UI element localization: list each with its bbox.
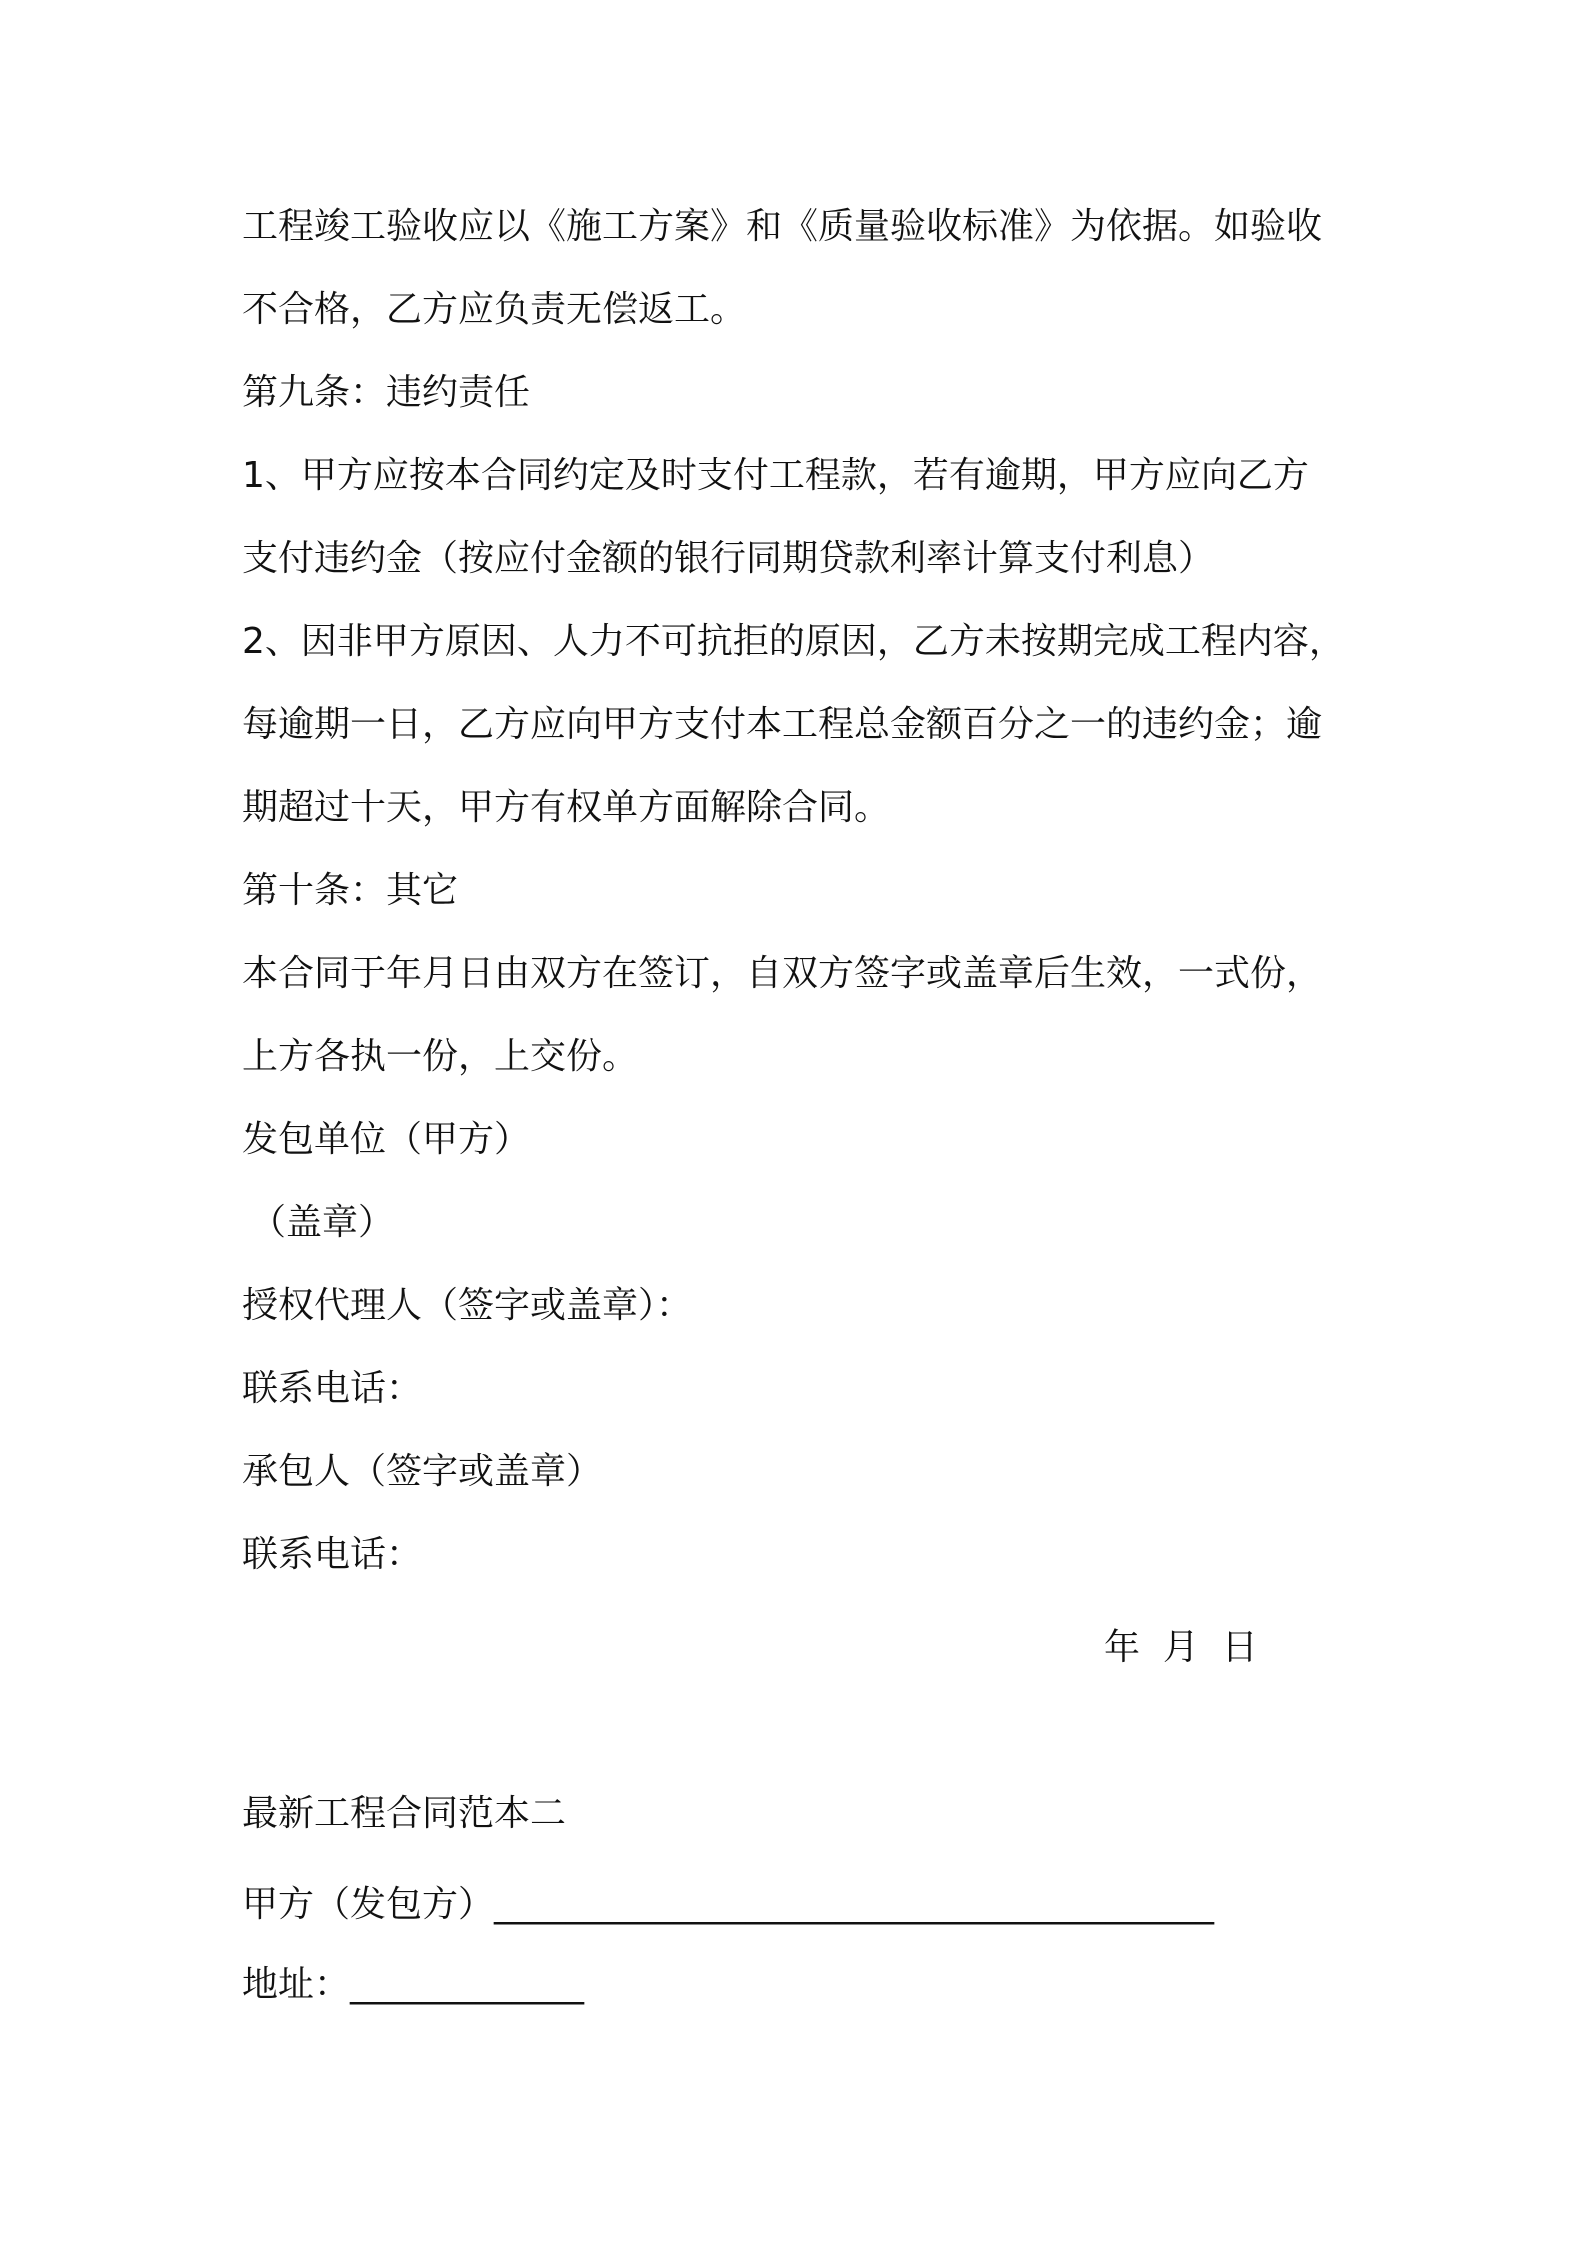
seal-label: （盖章） (250, 1202, 395, 1243)
clause-2-line-2: 每逾期一日，乙方应向甲方支付本工程总金额百分之一的违约金；逾 (242, 704, 1323, 745)
effective-line-2: 上方各执一份，上交份。 (242, 1036, 639, 1077)
effective-line-1: 本合同于年月日由双方在签订，自双方签字或盖章后生效，一式份， (242, 953, 1323, 994)
contractor-label: 承包人（签字或盖章） (242, 1451, 603, 1492)
article-10-heading: 第十条：其它 (242, 870, 459, 911)
clause-1-line-1: 1、甲方应按本合同约定及时支付工程款，若有逾期，甲方应向乙方 (242, 455, 1309, 496)
clause-2-line-3: 期超过十天，甲方有权单方面解除合同。 (242, 787, 891, 828)
date-line: 年 月 日 (1104, 1627, 1258, 1668)
employer-label: 发包单位（甲方） (242, 1119, 531, 1160)
employer-phone-label: 联系电话： (242, 1368, 423, 1409)
contractor-phone-label: 联系电话： (242, 1534, 423, 1575)
second-contract-title: 最新工程合同范本二 (242, 1793, 567, 1834)
article-9-heading: 第九条：违约责任 (242, 372, 531, 413)
party-a-field: 甲方（发包方）________________________________________ (242, 1884, 1215, 1925)
authorized-agent-label: 授权代理人（签字或盖章）： (242, 1285, 693, 1326)
paragraph-line-acceptance: 工程竣工验收应以《施工方案》和《质量验收标准》为依据。如验收 (242, 206, 1323, 247)
clause-1-line-2: 支付违约金（按应付金额的银行同期贷款利率计算支付利息） (242, 538, 1215, 579)
address-field: 地址：_____________ (242, 1964, 585, 2005)
clause-2-line-1: 2、因非甲方原因、人力不可抗拒的原因，乙方未按期完成工程内容， (242, 621, 1345, 662)
paragraph-line-rework: 不合格，乙方应负责无偿返工。 (242, 289, 747, 330)
